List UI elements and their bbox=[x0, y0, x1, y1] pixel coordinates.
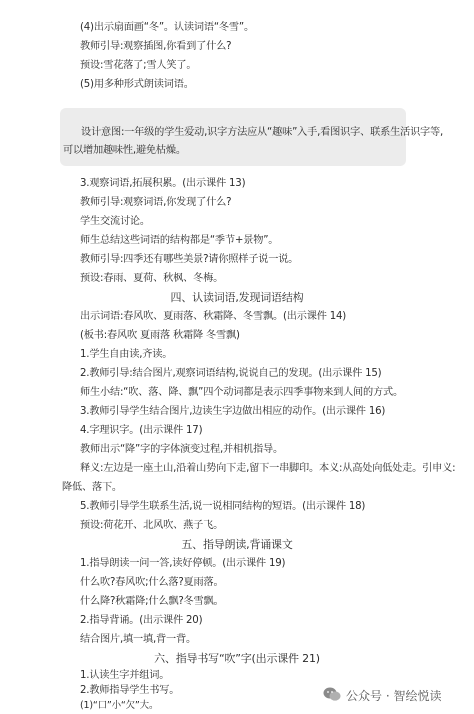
text-line: 结合图片,填一填,背一背。 bbox=[80, 634, 196, 645]
text-line: 5.教师引导学生联系生活,说一说相同结构的短语。(出示课件 18) bbox=[80, 501, 366, 512]
text-line: 2.教师引导:结合图片,观察词语结构,说说自己的发现。(出示课件 15) bbox=[80, 368, 382, 379]
text-line: 什么降?秋霜降;什么飘?冬雪飘。 bbox=[80, 596, 224, 607]
section-heading: 五、指导朗读,背诵课文 bbox=[181, 538, 293, 551]
wechat-icon bbox=[322, 684, 342, 707]
text-line: 师生小结:“吹、落、降、飘”四个动词都是表示四季事物来到人间的方式。 bbox=[80, 387, 403, 398]
text-line: 2.教师指导学生书写。 bbox=[80, 685, 180, 696]
text-line: (4)出示扇面画“冬”。认读词语“冬雪”。 bbox=[80, 22, 254, 33]
text-line: 4.字理识字。(出示课件 17) bbox=[80, 425, 203, 436]
text-line: 释义:左边是一座土山,沿着山势向下走,留下一串脚印。本义:从高处向低处走。引申义: bbox=[80, 463, 456, 474]
text-line: 教师引导:观察插图,你看到了什么? bbox=[80, 41, 232, 52]
design-note-box bbox=[60, 108, 444, 166]
design-note-line: 可以增加趣味性,避免枯燥。 bbox=[63, 145, 186, 156]
watermark-text: 公众号 · 智绘悦读 bbox=[346, 688, 442, 703]
text-line: 教师出示“降”字的字体演变过程,并相机指导。 bbox=[80, 444, 283, 455]
text-line: 降低、落下。 bbox=[62, 482, 122, 493]
text-line: 预设:雪花落了;雪人笑了。 bbox=[80, 60, 197, 71]
text-line: 学生交流讨论。 bbox=[80, 216, 150, 227]
text-line: 3.教师引导学生结合图片,边读生字边做出相应的动作。(出示课件 16) bbox=[80, 406, 386, 417]
text-line: 1.指导朗读一问一答,读好停顿。(出示课件 19) bbox=[80, 558, 286, 569]
text-line: 1.学生自由读,齐读。 bbox=[80, 349, 173, 360]
text-line: (板书:春风吹 夏雨落 秋霜降 冬雪飘) bbox=[80, 330, 240, 341]
text-line: (1)“口”小“欠”大。 bbox=[80, 700, 159, 711]
text-line: 出示词语:春风吹、夏雨落、秋霜降、冬雪飘。(出示课件 14) bbox=[80, 311, 347, 322]
watermark bbox=[322, 684, 441, 706]
text-line: 教师引导:四季还有哪些美景?请你照样子说一说。 bbox=[80, 254, 299, 265]
text-line: 3.观察词语,拓展积累。(出示课件 13) bbox=[80, 178, 246, 189]
text-line: 预设:春雨、夏荷、秋枫、冬梅。 bbox=[80, 273, 224, 284]
text-line: 什么吹?春风吹;什么落?夏雨落。 bbox=[80, 577, 224, 588]
design-note-line: 设计意图:一年级的学生爱动,识字方法应从“趣味”入手,看图识字、联系生活识字等, bbox=[81, 127, 444, 138]
text-line: 预设:荷花开、北风吹、燕子飞。 bbox=[80, 520, 224, 531]
text-line: 1.认读生字并组词。 bbox=[80, 670, 170, 681]
section-heading: 六、指导书写“吹”字(出示课件 21) bbox=[154, 652, 320, 665]
text-line: (5)用多种形式朗读词语。 bbox=[80, 79, 194, 90]
section-heading: 四、认读词语,发现词语结构 bbox=[170, 291, 304, 304]
text-line: 2.指导背诵。(出示课件 20) bbox=[80, 615, 203, 626]
text-line: 教师引导:观察词语,你发现了什么? bbox=[80, 197, 232, 208]
text-line: 师生总结这些词语的结构都是“季节+景物”。 bbox=[80, 235, 279, 246]
